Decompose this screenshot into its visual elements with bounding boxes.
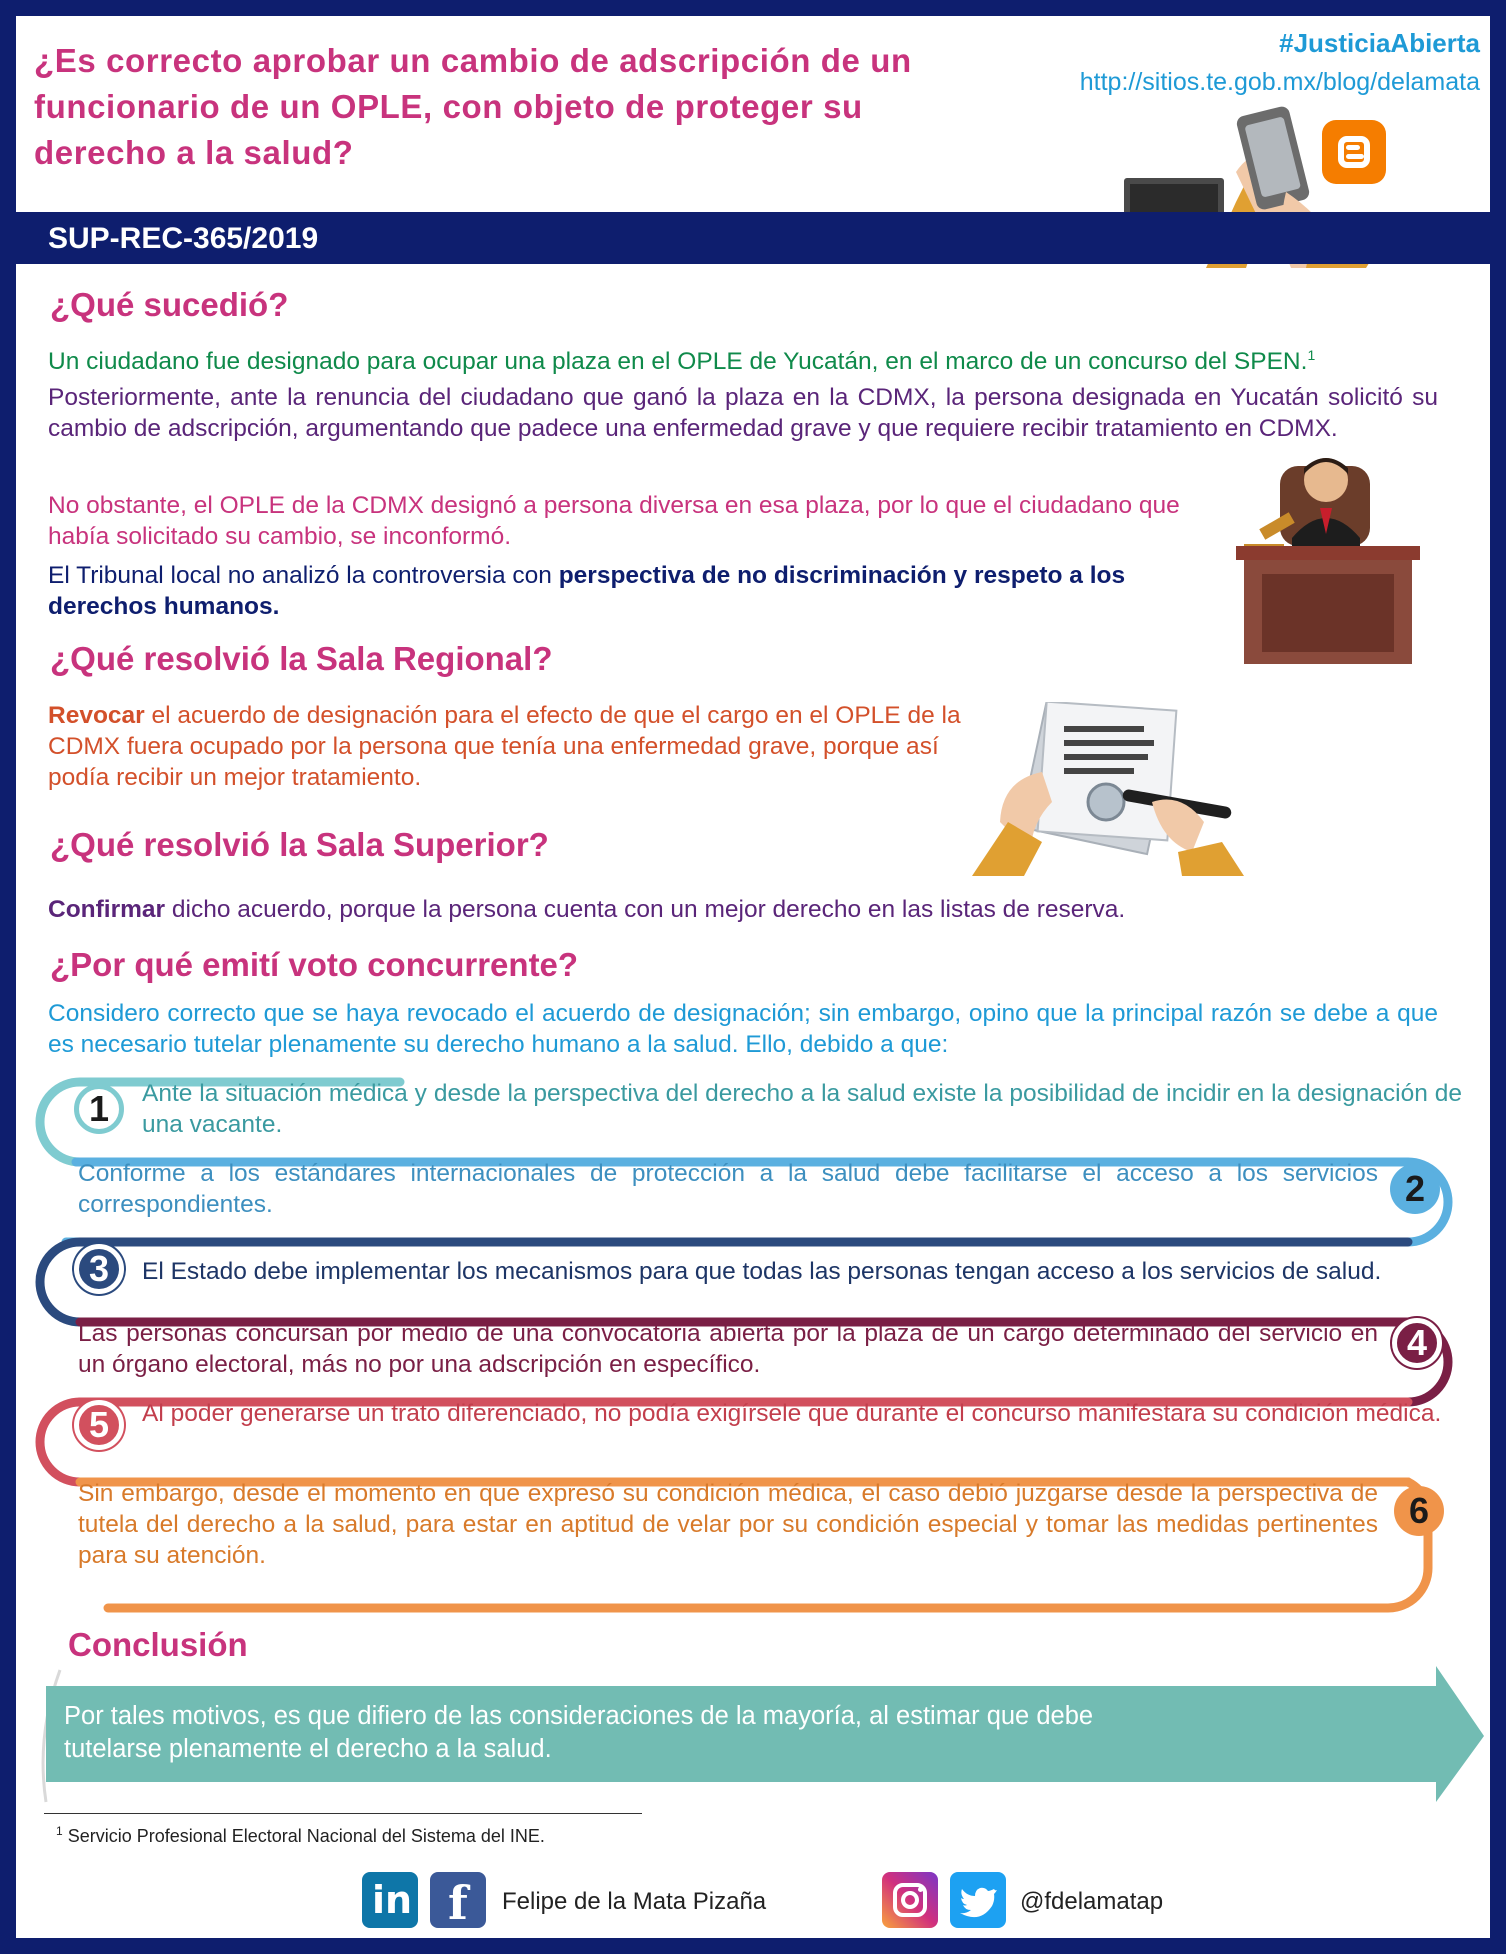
blog-link[interactable]: http://sitios.te.gob.mx/blog/delamata: [1079, 68, 1480, 96]
section-heading-regional: ¿Qué resolvió la Sala Regional?: [50, 640, 553, 677]
hashtag[interactable]: #JusticiaAbierta: [1279, 28, 1480, 58]
infographic-page: [16, 16, 1490, 1938]
superior-paragraph: Confirmar dicho acuerdo, porque la persona cuenta con un mejor derecho en las listas de reserva.: [48, 896, 1126, 923]
blogger-icon[interactable]: [1322, 120, 1386, 184]
footnote: $^1$ Servicio Profesional Electoral Nacional del Sistema del INE.: [56, 1824, 545, 1846]
conclusion-text: Por tales motivos, es que difiero de las consideraciones de la mayoría, al estimar que debe tutelarse plenamente el derecho a la salud.: [64, 1702, 1094, 1763]
case-number: SUP-REC-365/2019: [48, 222, 319, 255]
section-heading-superior: ¿Qué resolvió la Sala Superior?: [50, 826, 549, 863]
voto-intro: Considero correcto que se haya revocado el acuerdo de designación; sin embargo, opino que la principal razón se debe a que es necesario tutelar plenamente su derecho humano a la salud. Ello, debido a que:: [48, 1000, 1438, 1058]
sucedio-paragraph-3: No obstante, el OPLE de la CDMX designó a persona diversa en esa plaza, por lo que el ciudadano que había solicitado su cambio, se inconformó.: [48, 492, 1180, 550]
sucedio-paragraph-2: Posteriormente, ante la renuncia del ciudadano que ganó la plaza en la CDMX, la persona designada en Yucatán solicitó su cambio de adscripción, argumentando que padece una enfermedad grave y que requiere recibir tratamiento en CDMX.: [48, 384, 1438, 442]
sucedio-paragraph-4: El Tribunal local no analizó la controversia con perspectiva de no discriminación y respeto a los derechos humanos.: [48, 562, 1126, 620]
social-handle[interactable]: @fdelamatap: [1020, 1888, 1164, 1915]
sucedio-paragraph-1: Un ciudadano fue designado para ocupar una plaza en el OPLE de Yucatán, en el marco de un concurso del SPEN.$^1$: [48, 347, 1316, 376]
list-item-6: Sin embargo, desde el momento en que expresó su condición médica, el caso debió juzgarse desde la perspectiva de tutela del derecho a la salud, para estar en aptitud de velar por su condición especial y tomar las medidas pertinentes para su atención.: [78, 1480, 1378, 1569]
twitter-icon[interactable]: [950, 1872, 1006, 1928]
list-number-5: 5: [74, 1400, 124, 1450]
list-number-1: 1: [74, 1084, 124, 1134]
signing-document-illustration: [972, 702, 1252, 876]
section-heading-conclusion: Conclusión: [68, 1626, 248, 1663]
list-item-4: Las personas concursan por medio de una convocatoria abierta por la plaza de un cargo determinado del servicio en un órgano electoral, más no por una adscripción en específico.: [78, 1320, 1378, 1378]
section-heading-sucedio: ¿Qué sucedió?: [50, 286, 289, 323]
page-title: ¿Es correcto aprobar un cambio de adscripción de un funcionario de un OPLE, con objeto de proteger su derecho a la salud?: [34, 42, 912, 171]
footnote-divider: [44, 1813, 642, 1814]
list-item-5: Al poder generarse un trato diferenciado, no podía exigírsele que durante el concurso manifestara su condición médica.: [142, 1400, 1442, 1427]
judge-illustration: [1216, 442, 1436, 668]
list-item-1: Ante la situación médica y desde la perspectiva del derecho a la salud existe la posibilidad de incidir en la designación de una vacante.: [142, 1080, 1462, 1138]
list-item-3: El Estado debe implementar los mecanismos para que todas las personas tengan acceso a los servicios de salud.: [142, 1258, 1382, 1285]
facebook-icon[interactable]: f: [430, 1872, 486, 1928]
author-name[interactable]: Felipe de la Mata Pizaña: [502, 1888, 767, 1915]
list-number-3: 3: [74, 1244, 124, 1294]
regional-paragraph: Revocar el acuerdo de designación para el efecto de que el cargo en el OPLE de la CDMX fuera ocupado por la persona que tenía una enfermedad grave, porque así podía recibir un mejor tratamiento.: [48, 702, 961, 791]
list-number-6: 6: [1394, 1486, 1444, 1536]
list-item-2: Conforme a los estándares internacionales de protección a la salud debe facilitarse el acceso a los servicios correspondientes.: [78, 1160, 1378, 1218]
list-number-2: 2: [1390, 1164, 1440, 1214]
list-number-4: 4: [1392, 1318, 1442, 1368]
linkedin-icon[interactable]: in: [362, 1872, 418, 1928]
section-heading-voto: ¿Por qué emití voto concurrente?: [50, 946, 579, 983]
instagram-icon[interactable]: [882, 1872, 938, 1928]
